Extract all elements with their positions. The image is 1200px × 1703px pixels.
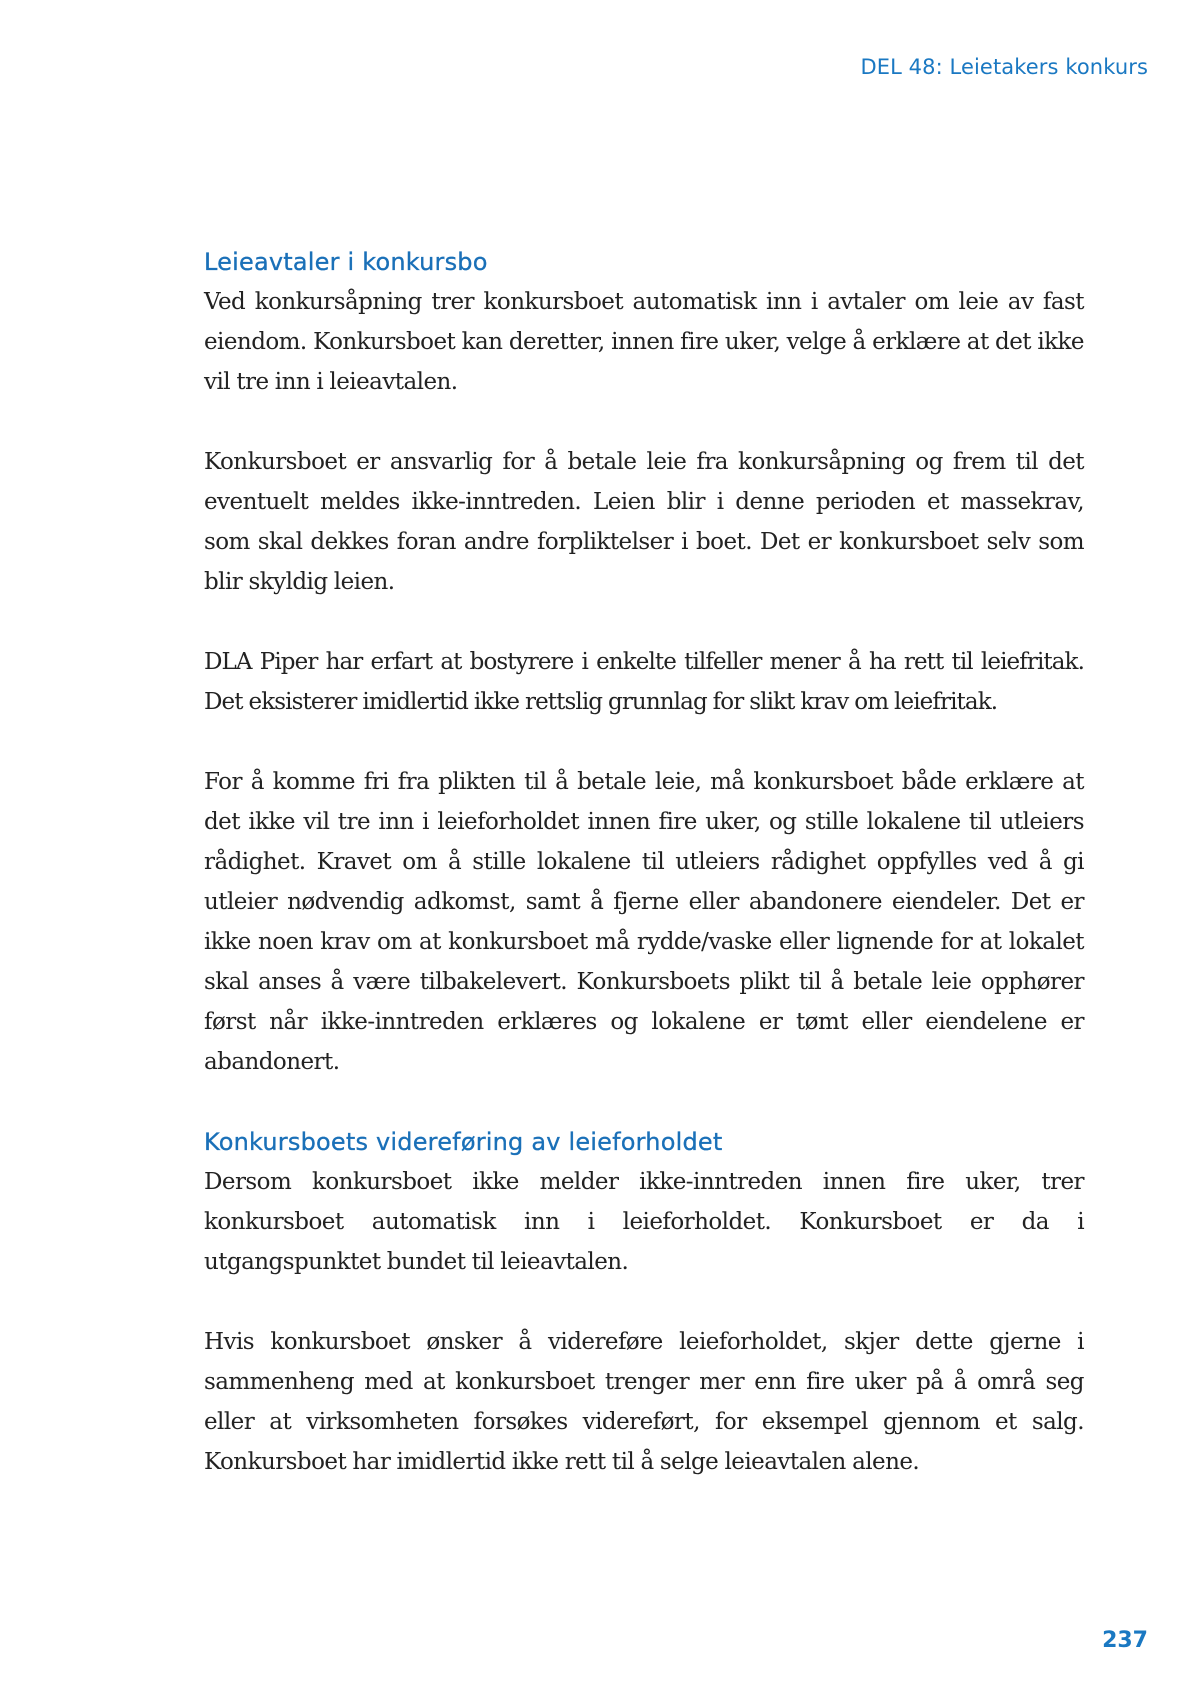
paragraph: Dersom konkursboet ikke melder ikke-inntreden innen fire uker, trer konkursboet automatisk inn i leieforholdet. Konkursboet er da i utgangspunktet bundet til leieavtalen. [204,1169,1084,1275]
section-leieavtaler-i-konkursbo [204,242,1084,1082]
page-number: 237 [1102,1628,1148,1653]
paragraph: Konkursboet er ansvarlig for å betale leie fra konkursåpning og frem til det eventuelt meldes ikke-inntreden. Leien blir i denne perioden et massekrav, som skal dekkes foran andre forpliktelser i boet. Det er konkursboet selv som blir skyldig leien. [204,449,1084,595]
running-header: DEL 48: Leietakers konkurs [860,55,1148,79]
section-heading: Konkursboets videreføring av leieforholdet [204,1128,723,1156]
document-body [204,242,1084,1522]
paragraph: DLA Piper har erfart at bostyrere i enkelte tilfeller mener å ha rett til leiefritak. Det eksisterer imidlertid ikke rettslig grunnlag for slikt krav om leiefritak. [204,649,1084,715]
section-konkursboets-viderefoering [204,1122,1084,1482]
paragraph: Hvis konkursboet ønsker å videreføre leieforholdet, skjer dette gjerne i sammenheng med at konkursboet trenger mer enn fire uker på å områ seg eller at virksomheten forsøkes videreført, for eksempel gjennom et salg. Konkursboet har imidlertid ikke rett til å selge leieavtalen alene. [204,1329,1084,1475]
section-heading: Leieavtaler i konkursbo [204,248,488,276]
paragraph: For å komme fri fra plikten til å betale leie, må konkursboet både erklære at det ikke vil tre inn i leieforholdet innen fire uker, og stille lokalene til utleiers rådighet. Kravet om å stille lokalene til utleiers rådighet oppfylles ved å gi utleier nødvendig adkomst, samt å fjerne eller abandonere eiendeler. Det er ikke noen krav om at konkursboet må rydde/vaske eller lignende for at lokalet skal anses å være tilbakelevert. Konkursboets plikt til å betale leie opphører først når ikke-inntreden erklæres og lokalene er tømt eller eiendelene er abandonert. [204,769,1084,1075]
paragraph: Ved konkursåpning trer konkursboet automatisk inn i avtaler om leie av fast eiendom. Konkursboet kan deretter, innen fire uker, velge å erklære at det ikke vil tre inn i leieavtalen. [204,289,1084,395]
